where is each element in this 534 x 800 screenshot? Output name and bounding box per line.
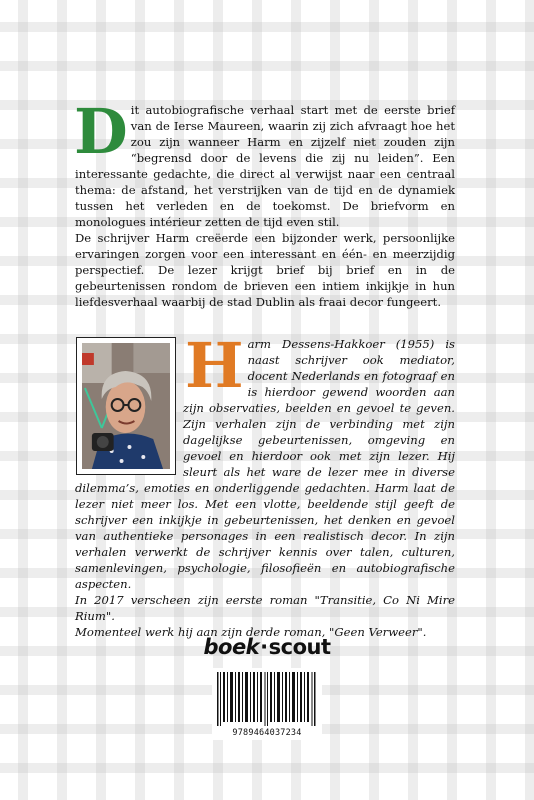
intro-text-block [74, 95, 455, 310]
publisher-logo-separator: · [260, 635, 268, 659]
intro-paragraph-1: it autobiografische verhaal start met de eerste brief van de Ierse Maureen, waarin zij zich afvraagt hoe het zou zijn wanneer Harm en zijzelf niet zouden zijn “begrensd door de levens die zij nu leiden”. Een interessante gedachte, die direct al verwijst naar een centraal thema: de afstand, het verstrijken van de tijd en de dynamiek tussen het verleden en de toekomst. De briefvorm en monologues intérieur zetten de tijd even stil. [75, 103, 455, 229]
bio-paragraph-3: Momenteel werk hij aan zijn derde roman, "Geen Verweer". [75, 625, 427, 639]
publisher-logo-part2: scout [268, 635, 331, 659]
publisher-logo [0, 635, 534, 659]
author-bio-block [75, 329, 455, 640]
barcode-bars [217, 672, 317, 726]
dropcap-h: H [185, 329, 244, 402]
bio-paragraph-1: arm Dessens-Hakkoer (1955) is naast schrijver ook mediator, docent Nederlands en fotograaf en is hierdoor gewend woorden aan zijn observaties, beelden en gevoel te geven. Zijn verhalen zijn de verbinding met zijn dagelijkse gebeurtenissen, omgeving en gevoel en hierdoor ook met zijn lezer. Hij sleurt als het ware de lezer mee in diverse dilemma’s, emoties en onderliggende gedachten. Harm laat de lezer niet meer los. Met een vlotte, beeldende stijl geeft de schrijver een inkijkje in gebeurtenissen, het denken en gevoel van authentieke personages in een realistisch decor. In zijn verhalen verwerkt de schrijver kennis over talen, culturen, samenlevingen, psychologie, filosofieën en autobiografische aspecten. [75, 337, 455, 591]
dropcap-d: D [74, 95, 128, 168]
intro-paragraph-2: De schrijver Harm creëerde een bijzonder werk, persoonlijke ervaringen zorgen voor een interessant en één- en meerzijdig perspectief. De lezer krijgt brief bij brief en in de gebeurtenissen rondom de brieven een intiem inkijkje in hun liefdesverhaal waarbij de stad Dublin als fraai decor fungeert. [75, 231, 455, 309]
publisher-logo-part1: boek [203, 635, 260, 659]
isbn-number: 9789464037234 [232, 728, 302, 738]
bio-paragraph-2: In 2017 verscheen zijn eerste roman "Transitie, Co Ni Mire Rium". [75, 593, 455, 623]
isbn-barcode [212, 668, 322, 740]
